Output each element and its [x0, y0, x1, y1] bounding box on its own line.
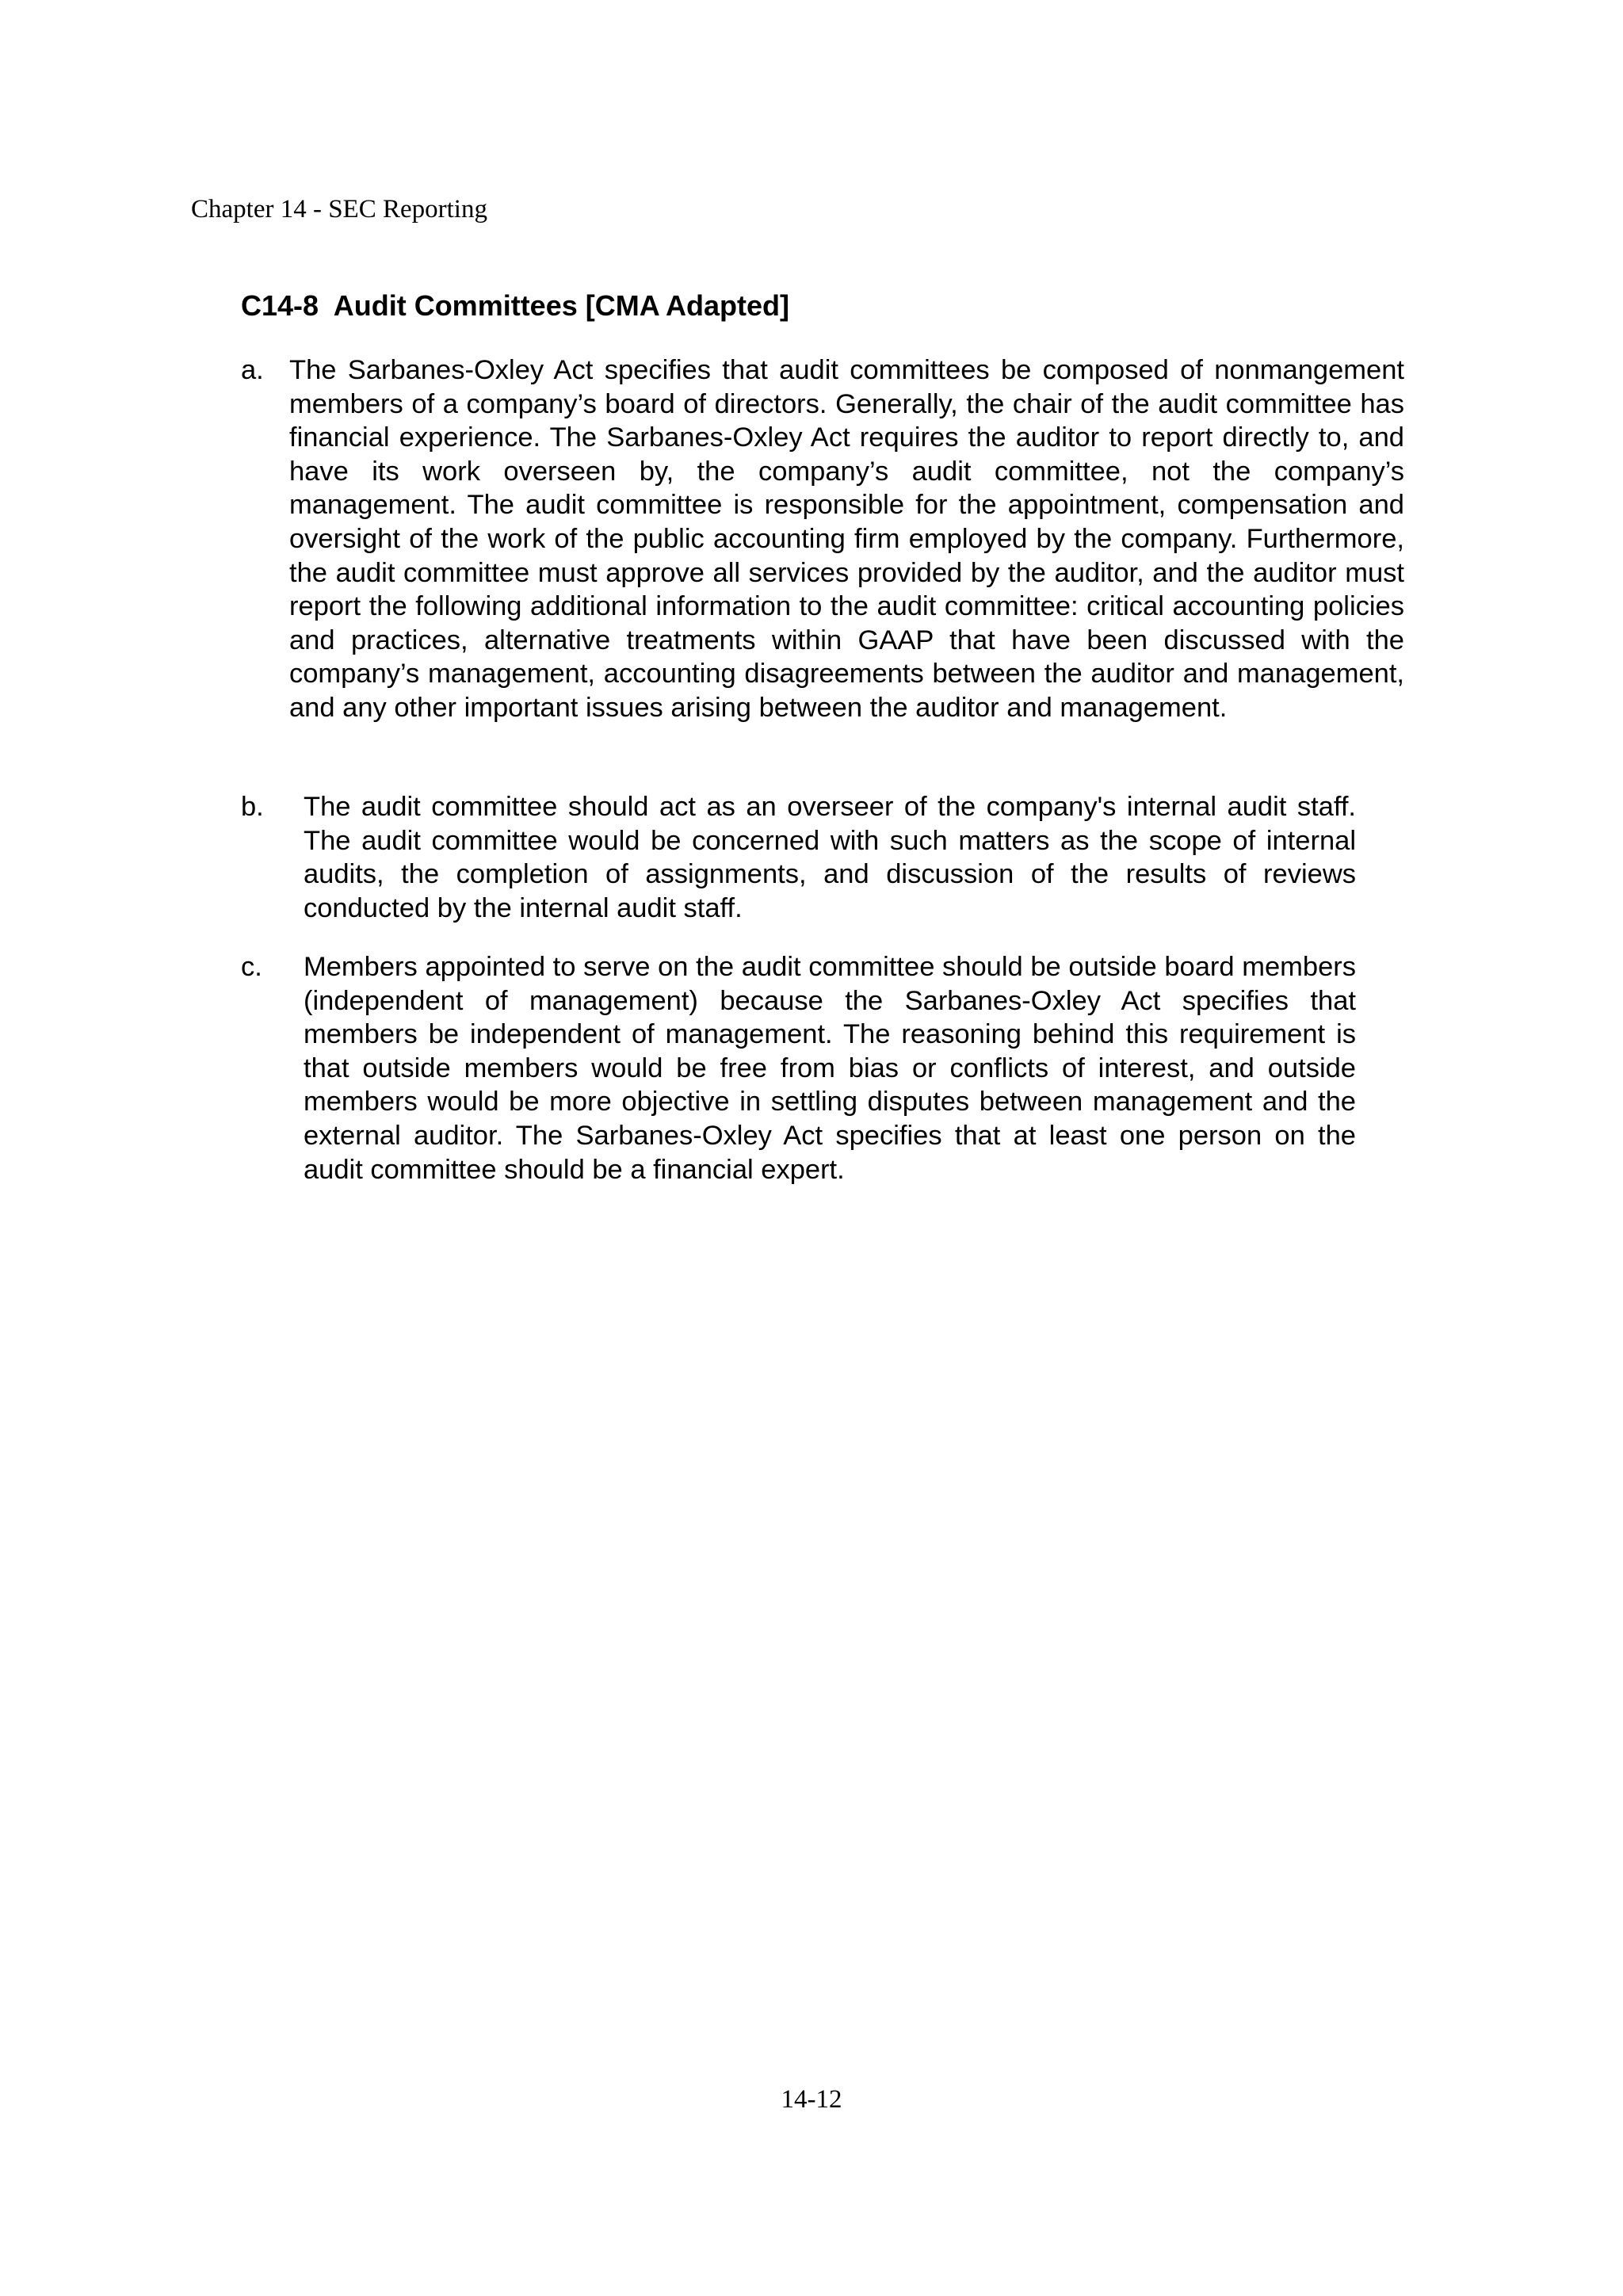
list-item-b	[241, 790, 1356, 925]
list-item-text: Members appointed to serve on the audit committee should be outside board members (independent of management) because the Sarbanes-Oxley Act specifies that members be independent of management. The reasoning behind this requirement is that outside members would be free from bias or conflicts of interest, and outside members would be more objective in settling disputes between management and the external auditor. The Sarbanes-Oxley Act specifies that at least one person on the audit committee should be a financial expert.	[304, 952, 1356, 1185]
running-header: Chapter 14 - SEC Reporting	[191, 195, 487, 223]
list-item-text: The Sarbanes-Oxley Act specifies that audit committees be composed of nonmangement members of a company’s board of directors. Generally, the chair of the audit committee has financial experience. The Sarbanes-Oxley Act requires the auditor to report directly to, and have its work overseen by, the company’s audit committee, not the company’s management. The audit committee is responsible for the appointment, compensation and oversight of the work of the public accounting firm employed by the company. Furthermore, the audit committee must approve all services provided by the auditor, and the auditor must report the following additional information to the audit committee: critical accounting policies and practices, alternative treatments within GAAP that have been discussed with the company’s management, accounting disagreements between the auditor and management, and any other important issues arising between the auditor and management.	[289, 355, 1404, 723]
section-title: C14-8 Audit Committees [CMA Adapted]	[241, 289, 790, 322]
list-item-c	[241, 950, 1356, 1186]
list-item-text: The audit committee should act as an overseer of the company's internal audit staff. The audit committee would be concerned with such matters as the scope of internal audits, the completion of assignments, and discussion of the results of reviews conducted by the internal audit staff.	[304, 792, 1356, 923]
list-item-marker: c.	[241, 952, 262, 982]
list-item-marker: a.	[241, 355, 264, 385]
page-number: 14-12	[781, 2085, 842, 2114]
list-item-marker: b.	[241, 792, 264, 822]
list-item-a	[241, 353, 1404, 725]
